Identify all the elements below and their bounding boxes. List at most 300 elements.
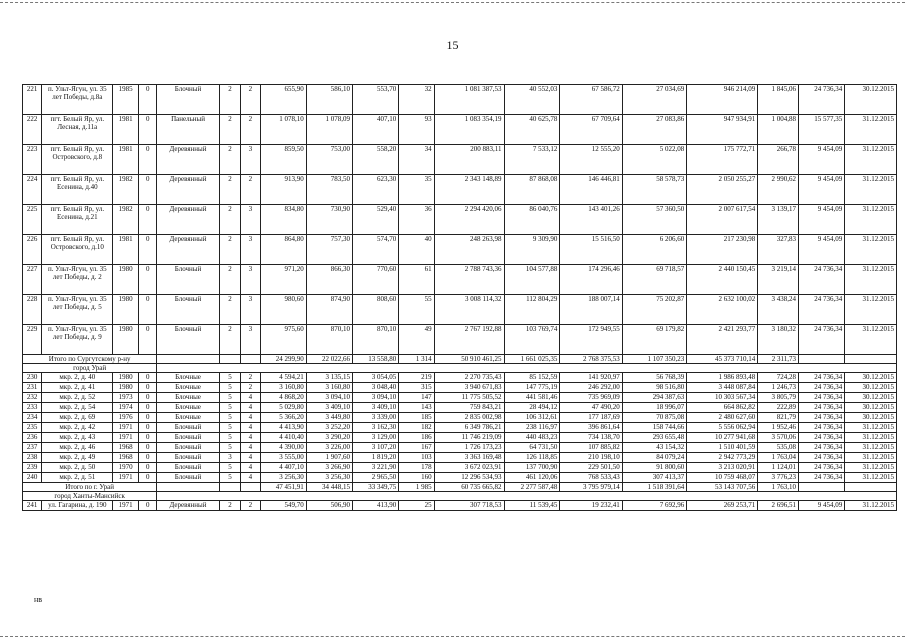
cell-wall: Блочный bbox=[157, 265, 219, 295]
cell-b: 4 bbox=[241, 423, 260, 433]
cell-z: 0 bbox=[139, 383, 157, 393]
cell-t: 1 726 173,23 bbox=[434, 443, 504, 453]
cell-f6: 9 454,09 bbox=[799, 175, 845, 205]
cell-p: 182 bbox=[399, 423, 434, 433]
cell-z: 0 bbox=[139, 393, 157, 403]
cell-f1: 440 483,23 bbox=[504, 433, 560, 443]
cell-s3: 623,30 bbox=[352, 175, 398, 205]
cell-f3: 84 079,24 bbox=[622, 453, 687, 463]
cell-t: 11 775 505,52 bbox=[434, 393, 504, 403]
total-p: 1 985 bbox=[399, 483, 434, 492]
cell-year: 1971 bbox=[113, 433, 139, 443]
cell-p: 160 bbox=[399, 473, 434, 483]
cell-dt: 30.12.2015 bbox=[845, 383, 897, 393]
cell-dt: 31.12.2015 bbox=[845, 443, 897, 453]
cell-n: 237 bbox=[23, 443, 42, 453]
cell-f4: 2 632 100,02 bbox=[687, 295, 758, 325]
table-row bbox=[23, 453, 897, 463]
cell-s3: 3 048,40 bbox=[352, 383, 398, 393]
cell-f6: 9 454,09 bbox=[799, 205, 845, 235]
cell-a: 5 bbox=[219, 393, 241, 403]
cell-f1: 86 040,76 bbox=[504, 205, 560, 235]
cell-p: 185 bbox=[399, 413, 434, 423]
cell-addr: п. Ульт-Ягун, ул. 35 лет Победы, д. 9 bbox=[42, 325, 113, 355]
cell-f4: 10 759 468,07 bbox=[687, 473, 758, 483]
cell-f4: 2 421 293,77 bbox=[687, 325, 758, 355]
cell-wall: Деревянный bbox=[157, 175, 219, 205]
cell-s3: 808,60 bbox=[352, 295, 398, 325]
cell-f3: 27 034,69 bbox=[622, 85, 687, 115]
table-row bbox=[23, 373, 897, 383]
cell-dt: 31.12.2015 bbox=[845, 501, 897, 511]
total-f5: 2 311,73 bbox=[758, 355, 799, 364]
cell-s1: 864,80 bbox=[260, 235, 306, 265]
cell-f6: 15 577,35 bbox=[799, 115, 845, 145]
cell-year: 1968 bbox=[113, 453, 139, 463]
cell-s1: 4 594,21 bbox=[260, 373, 306, 383]
cell-s1: 3 160,80 bbox=[260, 383, 306, 393]
cell-f1: 147 775,19 bbox=[504, 383, 560, 393]
cell-f1: 64 731,50 bbox=[504, 443, 560, 453]
cell-p: 55 bbox=[399, 295, 434, 325]
table-row bbox=[23, 413, 897, 423]
cell-dt: 31.12.2015 bbox=[845, 235, 897, 265]
total-f3: 1 107 350,23 bbox=[622, 355, 687, 364]
cell-n: 230 bbox=[23, 373, 42, 383]
cell-year: 1980 bbox=[113, 295, 139, 325]
cell-n: 239 bbox=[23, 463, 42, 473]
cell-b: 2 bbox=[241, 383, 260, 393]
cell-f6: 24 736,34 bbox=[799, 383, 845, 393]
table-row bbox=[23, 473, 897, 483]
cell-s2: 783,50 bbox=[306, 175, 352, 205]
cell-f5: 1 004,88 bbox=[758, 115, 799, 145]
table-row bbox=[23, 433, 897, 443]
cell-dt: 31.12.2015 bbox=[845, 205, 897, 235]
cell-f1: 106 312,61 bbox=[504, 413, 560, 423]
cell-s2: 3 135,15 bbox=[306, 373, 352, 383]
cell-s3: 2 965,50 bbox=[352, 473, 398, 483]
total-s2: 34 448,15 bbox=[306, 483, 352, 492]
cell-a: 5 bbox=[219, 423, 241, 433]
cell-f5: 535,08 bbox=[758, 443, 799, 453]
cell-f4: 946 214,09 bbox=[687, 85, 758, 115]
cell-f2: 15 516,50 bbox=[560, 235, 622, 265]
cell-addr: мкр. 2, д. 46 bbox=[42, 443, 113, 453]
cell-t: 3 672 023,91 bbox=[434, 463, 504, 473]
cell-t: 1 083 354,19 bbox=[434, 115, 504, 145]
cell-f2: 12 555,20 bbox=[560, 145, 622, 175]
empty-cell bbox=[157, 355, 219, 364]
cell-f4: 269 253,71 bbox=[687, 501, 758, 511]
cell-addr: ул. Гагарина, д. 190 bbox=[42, 501, 113, 511]
cell-f6: 24 736,34 bbox=[799, 443, 845, 453]
city-heading: город Ханты-Мансийск bbox=[23, 492, 157, 501]
cell-s2: 506,90 bbox=[306, 501, 352, 511]
cell-dt: 30.12.2015 bbox=[845, 403, 897, 413]
cell-f4: 2 050 255,27 bbox=[687, 175, 758, 205]
cell-dt: 31.12.2015 bbox=[845, 175, 897, 205]
table-row bbox=[23, 383, 897, 393]
cell-n: 234 bbox=[23, 413, 42, 423]
cell-f4: 10 277 941,68 bbox=[687, 433, 758, 443]
cell-b: 4 bbox=[241, 463, 260, 473]
cell-addr: мкр. 2, д. 49 bbox=[42, 453, 113, 463]
cell-f4: 1 510 401,59 bbox=[687, 443, 758, 453]
cell-a: 2 bbox=[219, 205, 241, 235]
cell-s2: 1 078,09 bbox=[306, 115, 352, 145]
cell-wall: Блочный bbox=[157, 423, 219, 433]
cell-z: 0 bbox=[139, 501, 157, 511]
cell-addr: мкр. 2, д. 42 bbox=[42, 423, 113, 433]
cell-f6: 24 736,34 bbox=[799, 325, 845, 355]
empty-cell bbox=[219, 483, 241, 492]
cell-a: 2 bbox=[219, 85, 241, 115]
cell-z: 0 bbox=[139, 413, 157, 423]
cell-s1: 913,90 bbox=[260, 175, 306, 205]
cell-f1: 103 769,74 bbox=[504, 325, 560, 355]
cell-f3: 70 875,08 bbox=[622, 413, 687, 423]
cell-dt: 31.12.2015 bbox=[845, 423, 897, 433]
cell-f6: 24 736,34 bbox=[799, 463, 845, 473]
cell-f5: 1 952,46 bbox=[758, 423, 799, 433]
cell-n: 236 bbox=[23, 433, 42, 443]
table-row bbox=[23, 145, 897, 175]
cell-n: 241 bbox=[23, 501, 42, 511]
cell-a: 2 bbox=[219, 325, 241, 355]
cell-f3: 58 578,73 bbox=[622, 175, 687, 205]
cell-addr: мкр. 2, д. 69 bbox=[42, 413, 113, 423]
cell-f5: 1 124,01 bbox=[758, 463, 799, 473]
cell-s3: 3 409,10 bbox=[352, 403, 398, 413]
cell-s3: 553,70 bbox=[352, 85, 398, 115]
cell-wall: Блочный bbox=[157, 295, 219, 325]
cell-f1: 7 533,12 bbox=[504, 145, 560, 175]
cell-f6: 24 736,34 bbox=[799, 393, 845, 403]
cell-s1: 549,70 bbox=[260, 501, 306, 511]
cell-f2: 107 885,82 bbox=[560, 443, 622, 453]
total-f1: 1 661 025,35 bbox=[504, 355, 560, 364]
total-p: 1 314 bbox=[399, 355, 434, 364]
cell-p: 34 bbox=[399, 145, 434, 175]
cell-a: 5 bbox=[219, 473, 241, 483]
cell-f5: 2 990,62 bbox=[758, 175, 799, 205]
cell-f6: 9 454,09 bbox=[799, 501, 845, 511]
cell-p: 219 bbox=[399, 373, 434, 383]
housing-register-table bbox=[22, 84, 897, 511]
page-number: 15 bbox=[446, 38, 459, 52]
cell-s3: 3 094,10 bbox=[352, 393, 398, 403]
cell-f2: 396 861,64 bbox=[560, 423, 622, 433]
cell-z: 0 bbox=[139, 373, 157, 383]
cell-p: 147 bbox=[399, 393, 434, 403]
cell-year: 1980 bbox=[113, 383, 139, 393]
cell-dt: 31.12.2015 bbox=[845, 463, 897, 473]
cell-addr: пгт. Белый Яр, ул. Есенина, д.21 bbox=[42, 205, 113, 235]
cell-p: 36 bbox=[399, 205, 434, 235]
cell-wall: Блочный bbox=[157, 433, 219, 443]
cell-n: 224 bbox=[23, 175, 42, 205]
total-label: Итого по Сургутскому р-ну bbox=[23, 355, 157, 364]
cell-f5: 1 246,73 bbox=[758, 383, 799, 393]
cell-wall: Панельный bbox=[157, 115, 219, 145]
cell-s3: 558,20 bbox=[352, 145, 398, 175]
cell-s3: 1 819,20 bbox=[352, 453, 398, 463]
cell-wall: Блочный bbox=[157, 473, 219, 483]
cell-b: 3 bbox=[241, 325, 260, 355]
cell-f3: 294 387,63 bbox=[622, 393, 687, 403]
cell-f1: 28 494,12 bbox=[504, 403, 560, 413]
cell-f2: 229 501,50 bbox=[560, 463, 622, 473]
cell-f3: 27 083,86 bbox=[622, 115, 687, 145]
cell-f6: 24 736,34 bbox=[799, 453, 845, 463]
table-row bbox=[23, 501, 897, 511]
cell-addr: пгт. Белый Яр, ул. Лесная, д.11а bbox=[42, 115, 113, 145]
cell-b: 3 bbox=[241, 145, 260, 175]
cell-a: 2 bbox=[219, 175, 241, 205]
cell-addr: пгт. Белый Яр, ул. Есенина, д.40 bbox=[42, 175, 113, 205]
cell-p: 40 bbox=[399, 235, 434, 265]
total-row bbox=[23, 483, 897, 492]
cell-s3: 407,10 bbox=[352, 115, 398, 145]
cell-n: 238 bbox=[23, 453, 42, 463]
cell-p: 103 bbox=[399, 453, 434, 463]
cell-s3: 529,40 bbox=[352, 205, 398, 235]
table-row bbox=[23, 295, 897, 325]
cell-z: 0 bbox=[139, 453, 157, 463]
cell-a: 2 bbox=[219, 501, 241, 511]
cell-f5: 3 219,14 bbox=[758, 265, 799, 295]
cell-z: 0 bbox=[139, 473, 157, 483]
cell-year: 1970 bbox=[113, 463, 139, 473]
cell-wall: Блочный bbox=[157, 463, 219, 473]
table-row bbox=[23, 403, 897, 413]
cell-p: 93 bbox=[399, 115, 434, 145]
cell-z: 0 bbox=[139, 433, 157, 443]
cell-t: 12 296 534,93 bbox=[434, 473, 504, 483]
cell-f2: 146 446,81 bbox=[560, 175, 622, 205]
total-s1: 24 299,90 bbox=[260, 355, 306, 364]
cell-addr: п. Ульт-Ягун, ул. 35 лет Победы, д. 5 bbox=[42, 295, 113, 325]
cell-f4: 2 007 617,54 bbox=[687, 205, 758, 235]
cell-wall: Деревянный bbox=[157, 205, 219, 235]
cell-n: 235 bbox=[23, 423, 42, 433]
cell-f4: 1 986 893,48 bbox=[687, 373, 758, 383]
cell-f4: 3 213 020,91 bbox=[687, 463, 758, 473]
cell-a: 5 bbox=[219, 413, 241, 423]
cell-s3: 3 339,00 bbox=[352, 413, 398, 423]
table-row bbox=[23, 325, 897, 355]
table-row bbox=[23, 265, 897, 295]
cell-f5: 2 696,51 bbox=[758, 501, 799, 511]
cell-f5: 3 438,24 bbox=[758, 295, 799, 325]
empty-cell bbox=[241, 483, 260, 492]
cell-z: 0 bbox=[139, 205, 157, 235]
cell-s2: 3 449,80 bbox=[306, 413, 352, 423]
cell-f4: 2 440 150,45 bbox=[687, 265, 758, 295]
cell-a: 5 bbox=[219, 433, 241, 443]
city-heading-row bbox=[23, 364, 897, 373]
cell-t: 6 349 786,21 bbox=[434, 423, 504, 433]
cell-dt: 30.12.2015 bbox=[845, 373, 897, 383]
cell-f5: 724,28 bbox=[758, 373, 799, 383]
cell-s1: 859,50 bbox=[260, 145, 306, 175]
cell-t: 248 263,98 bbox=[434, 235, 504, 265]
total-f2: 3 795 979,14 bbox=[560, 483, 622, 492]
empty-cell bbox=[157, 492, 897, 501]
cell-s2: 3 252,20 bbox=[306, 423, 352, 433]
cell-dt: 31.12.2015 bbox=[845, 115, 897, 145]
cell-f2: 734 138,70 bbox=[560, 433, 622, 443]
bottom-dashed-rule bbox=[0, 636, 905, 637]
cell-s2: 3 094,10 bbox=[306, 393, 352, 403]
cell-f6: 24 736,34 bbox=[799, 295, 845, 325]
cell-f1: 126 118,85 bbox=[504, 453, 560, 463]
cell-s2: 3 409,10 bbox=[306, 403, 352, 413]
cell-p: 32 bbox=[399, 85, 434, 115]
cell-year: 1985 bbox=[113, 85, 139, 115]
total-f4: 45 373 710,14 bbox=[687, 355, 758, 364]
cell-f4: 3 448 087,84 bbox=[687, 383, 758, 393]
city-heading-row bbox=[23, 492, 897, 501]
cell-f2: 67 586,72 bbox=[560, 85, 622, 115]
cell-f5: 1 763,04 bbox=[758, 453, 799, 463]
cell-b: 4 bbox=[241, 453, 260, 463]
cell-s1: 1 078,10 bbox=[260, 115, 306, 145]
cell-f3: 69 179,82 bbox=[622, 325, 687, 355]
cell-year: 1971 bbox=[113, 473, 139, 483]
footnote-mark: нв bbox=[34, 595, 43, 604]
cell-a: 2 bbox=[219, 145, 241, 175]
cell-f4: 2 480 627,60 bbox=[687, 413, 758, 423]
cell-s2: 3 160,80 bbox=[306, 383, 352, 393]
cell-t: 2 835 002,98 bbox=[434, 413, 504, 423]
cell-s3: 3 162,30 bbox=[352, 423, 398, 433]
cell-s3: 770,60 bbox=[352, 265, 398, 295]
cell-dt: 30.12.2015 bbox=[845, 393, 897, 403]
cell-a: 5 bbox=[219, 373, 241, 383]
cell-s2: 3 290,20 bbox=[306, 433, 352, 443]
cell-p: 143 bbox=[399, 403, 434, 413]
cell-wall: Блочные bbox=[157, 383, 219, 393]
cell-f3: 57 360,50 bbox=[622, 205, 687, 235]
cell-wall: Блочные bbox=[157, 413, 219, 423]
cell-f5: 3 180,32 bbox=[758, 325, 799, 355]
cell-b: 4 bbox=[241, 443, 260, 453]
cell-n: 227 bbox=[23, 265, 42, 295]
cell-z: 0 bbox=[139, 295, 157, 325]
cell-b: 3 bbox=[241, 265, 260, 295]
cell-year: 1980 bbox=[113, 265, 139, 295]
cell-s2: 874,90 bbox=[306, 295, 352, 325]
cell-s1: 3 555,00 bbox=[260, 453, 306, 463]
cell-f4: 217 230,98 bbox=[687, 235, 758, 265]
table-row bbox=[23, 85, 897, 115]
cell-s2: 730,90 bbox=[306, 205, 352, 235]
cell-f5: 3 570,06 bbox=[758, 433, 799, 443]
cell-f1: 112 804,29 bbox=[504, 295, 560, 325]
cell-f4: 10 303 567,34 bbox=[687, 393, 758, 403]
total-t: 50 910 461,25 bbox=[434, 355, 504, 364]
cell-f5: 222,89 bbox=[758, 403, 799, 413]
cell-f2: 141 920,97 bbox=[560, 373, 622, 383]
cell-s1: 4 410,40 bbox=[260, 433, 306, 443]
total-f3: 1 518 391,64 bbox=[622, 483, 687, 492]
cell-t: 2 294 420,06 bbox=[434, 205, 504, 235]
cell-f5: 3 805,79 bbox=[758, 393, 799, 403]
cell-f6: 9 454,09 bbox=[799, 145, 845, 175]
cell-year: 1971 bbox=[113, 501, 139, 511]
cell-b: 4 bbox=[241, 403, 260, 413]
total-s2: 22 022,66 bbox=[306, 355, 352, 364]
table-row bbox=[23, 443, 897, 453]
cell-n: 223 bbox=[23, 145, 42, 175]
cell-year: 1971 bbox=[113, 423, 139, 433]
empty-cell bbox=[157, 364, 897, 373]
cell-dt: 31.12.2015 bbox=[845, 473, 897, 483]
cell-f3: 98 516,80 bbox=[622, 383, 687, 393]
cell-n: 228 bbox=[23, 295, 42, 325]
cell-dt: 31.12.2015 bbox=[845, 295, 897, 325]
cell-wall: Блочные bbox=[157, 373, 219, 383]
cell-b: 4 bbox=[241, 433, 260, 443]
cell-s2: 753,00 bbox=[306, 145, 352, 175]
cell-a: 2 bbox=[219, 265, 241, 295]
empty-cell bbox=[845, 483, 897, 492]
cell-f5: 3 139,17 bbox=[758, 205, 799, 235]
cell-n: 231 bbox=[23, 383, 42, 393]
cell-b: 4 bbox=[241, 413, 260, 423]
cell-s1: 3 256,30 bbox=[260, 473, 306, 483]
cell-f6: 24 736,34 bbox=[799, 265, 845, 295]
cell-b: 2 bbox=[241, 85, 260, 115]
cell-wall: Блочный bbox=[157, 443, 219, 453]
cell-f6: 24 736,34 bbox=[799, 373, 845, 383]
empty-cell bbox=[219, 355, 241, 364]
cell-s3: 3 221,90 bbox=[352, 463, 398, 473]
cell-year: 1976 bbox=[113, 413, 139, 423]
cell-s3: 574,70 bbox=[352, 235, 398, 265]
total-f2: 2 768 375,53 bbox=[560, 355, 622, 364]
cell-f5: 821,79 bbox=[758, 413, 799, 423]
cell-s1: 834,80 bbox=[260, 205, 306, 235]
cell-f1: 85 152,59 bbox=[504, 373, 560, 383]
cell-s3: 3 129,00 bbox=[352, 433, 398, 443]
cell-addr: мкр. 2, д. 41 bbox=[42, 383, 113, 393]
cell-addr: пгт. Белый Яр, ул. Островского, д.8 bbox=[42, 145, 113, 175]
cell-s1: 5 366,20 bbox=[260, 413, 306, 423]
cell-f5: 327,83 bbox=[758, 235, 799, 265]
cell-wall: Блочные bbox=[157, 393, 219, 403]
cell-t: 3 008 114,32 bbox=[434, 295, 504, 325]
cell-b: 3 bbox=[241, 205, 260, 235]
cell-p: 61 bbox=[399, 265, 434, 295]
total-row bbox=[23, 355, 897, 364]
cell-f6: 24 736,34 bbox=[799, 403, 845, 413]
cell-f2: 177 187,69 bbox=[560, 413, 622, 423]
cell-t: 2 788 743,36 bbox=[434, 265, 504, 295]
cell-n: 233 bbox=[23, 403, 42, 413]
cell-year: 1980 bbox=[113, 325, 139, 355]
cell-b: 3 bbox=[241, 295, 260, 325]
cell-f5: 3 776,23 bbox=[758, 473, 799, 483]
city-heading: город Урай bbox=[23, 364, 157, 373]
cell-s3: 870,10 bbox=[352, 325, 398, 355]
cell-z: 0 bbox=[139, 403, 157, 413]
table-row bbox=[23, 235, 897, 265]
table-row bbox=[23, 175, 897, 205]
cell-z: 0 bbox=[139, 265, 157, 295]
